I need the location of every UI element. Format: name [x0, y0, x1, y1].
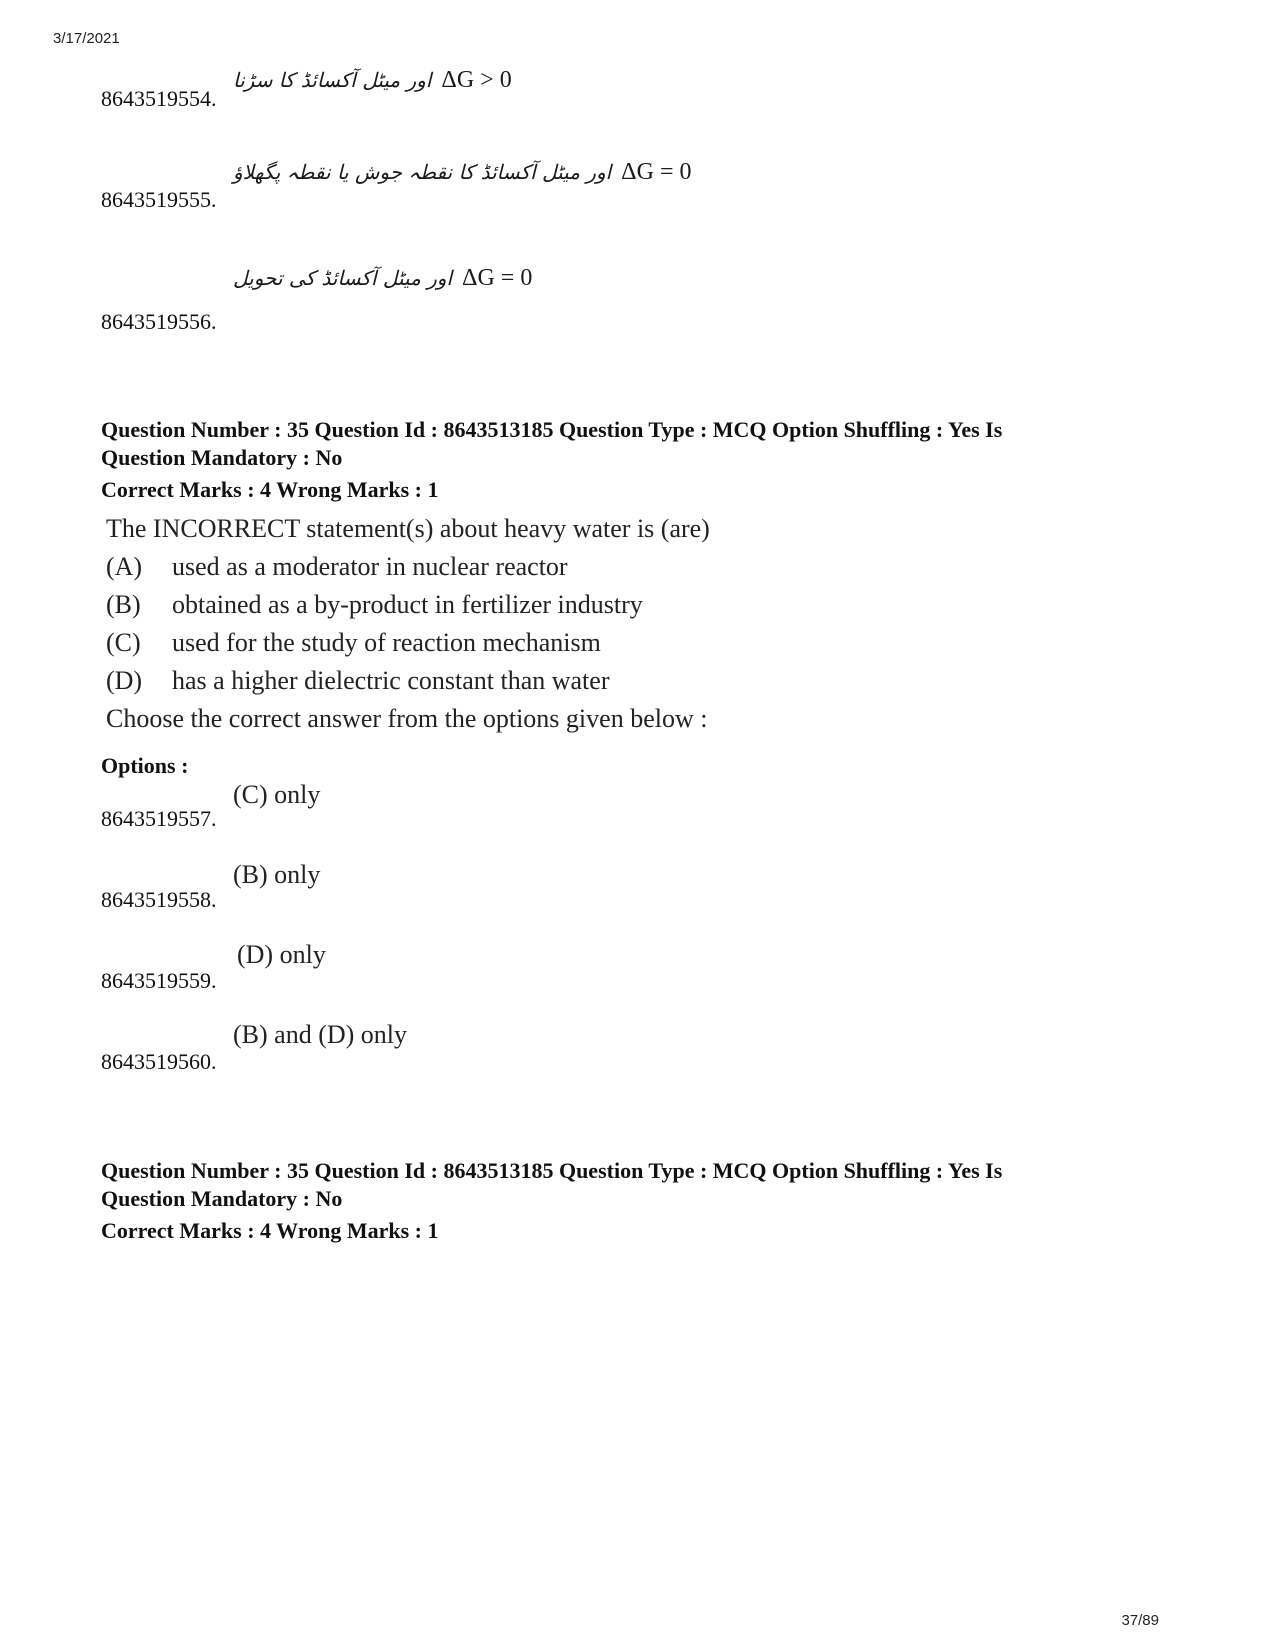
- option-image-8643519554: [233, 66, 512, 94]
- option-image-8643519556: [233, 264, 532, 292]
- next-question-meta: [101, 1157, 1181, 1245]
- question-body: [106, 514, 886, 734]
- option-id: 8643519560.: [101, 1049, 217, 1074]
- statement-label: (A): [106, 552, 143, 581]
- statement-b: [106, 590, 886, 620]
- statement-a: [106, 552, 886, 582]
- statement-d: [106, 666, 886, 696]
- option-id: 8643519558.: [101, 887, 217, 912]
- statement-text: used for the study of reaction mechanism: [172, 628, 601, 657]
- option-id: 8643519554.: [101, 86, 217, 111]
- option-id: 8643519556.: [101, 309, 217, 334]
- question-mandatory: Question Mandatory : No: [101, 445, 343, 470]
- question-meta: [101, 416, 1181, 504]
- delta-g-formula: ΔG = 0: [621, 159, 692, 185]
- option-image-8643519558: (B) only: [233, 860, 321, 889]
- option-image-8643519560: (B) and (D) only: [233, 1020, 408, 1049]
- options-label: Options :: [101, 753, 189, 778]
- question-mandatory: Question Mandatory : No: [101, 1186, 343, 1211]
- question-marks: Correct Marks : 4 Wrong Marks : 1: [101, 477, 439, 502]
- option-id: 8643519555.: [101, 187, 217, 212]
- statement-label: (D): [106, 666, 143, 695]
- statement-label: (B): [106, 590, 141, 619]
- question-marks: Correct Marks : 4 Wrong Marks : 1: [101, 1218, 439, 1243]
- question-meta-line: Question Number : 35 Question Id : 8643513185 Question Type : MCQ Option Shuffling : Yes Is: [101, 417, 1003, 442]
- option-image-8643519555: [233, 158, 691, 186]
- option-id: 8643519559.: [101, 968, 217, 993]
- urdu-text: اور میٹل آکسائڈ کا سڑنا: [233, 68, 432, 92]
- statement-label: (C): [106, 628, 141, 657]
- option-image-8643519557: (C) only: [233, 780, 321, 809]
- urdu-text: اور میٹل آکسائڈ کی تحویل: [233, 266, 453, 290]
- question-meta-line: Question Number : 35 Question Id : 8643513185 Question Type : MCQ Option Shuffling : Yes Is: [101, 1158, 1003, 1183]
- page-number: 37/89: [1121, 1612, 1159, 1629]
- print-date: 3/17/2021: [53, 30, 120, 47]
- statement-text: has a higher dielectric constant than water: [172, 666, 610, 695]
- question-stem: The INCORRECT statement(s) about heavy water is (are): [106, 514, 710, 543]
- option-id: 8643519557.: [101, 806, 217, 831]
- statement-text: used as a moderator in nuclear reactor: [172, 552, 568, 581]
- delta-g-formula: ΔG > 0: [441, 67, 512, 93]
- urdu-text: اور میٹل آکسائڈ کا نقطہ جوش یا نقطہ پگھلاؤ: [233, 160, 612, 184]
- option-image-8643519559: (D) only: [237, 940, 326, 969]
- delta-g-formula: ΔG = 0: [462, 265, 533, 291]
- statement-text: obtained as a by-product in fertilizer industry: [172, 590, 643, 619]
- question-instruction: Choose the correct answer from the options given below :: [106, 704, 708, 733]
- statement-c: [106, 628, 886, 658]
